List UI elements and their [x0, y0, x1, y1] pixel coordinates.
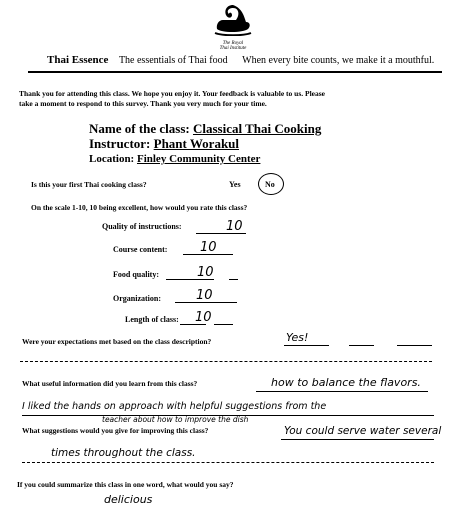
scale-question: On the scale 1-10, 10 being excellent, how would you rate this class?: [31, 203, 248, 212]
location-row: [89, 153, 260, 165]
rating-line: [175, 302, 237, 303]
expectations-answer: Yes!: [286, 331, 309, 344]
first-class-question: Is this your first Thai cooking class?: [31, 180, 147, 189]
instructor-row: [89, 136, 239, 152]
first-class-yes: Yes: [229, 180, 241, 189]
answer-line: [256, 391, 428, 392]
answer-line: [349, 345, 374, 346]
learn-answer-1: how to balance the flavors.: [271, 376, 421, 389]
logo-text-2: Thai Institute: [219, 46, 247, 51]
answer-line: [281, 439, 434, 440]
rating-value: 10: [195, 310, 212, 325]
intro-line-1: Thank you for attending this class. We hope you enjoy it. Your feedback is valuable to us. Please: [19, 89, 326, 98]
summary-answer: delicious: [104, 493, 153, 506]
answer-line: [284, 345, 329, 346]
rating-label: Food quality:: [113, 270, 160, 279]
rating-value: 10: [200, 240, 217, 255]
class-name-value: Classical Thai Cooking: [192, 121, 322, 136]
location-label: Location:: [89, 153, 135, 165]
rating-value: 10: [196, 288, 213, 303]
suggestions-answer-1: You could serve water several: [284, 425, 442, 437]
rating-label: Course content:: [113, 245, 168, 254]
rating-line: [166, 279, 214, 280]
instructor-value: Phant Worakul: [153, 136, 240, 151]
rating-line-extra: [214, 324, 233, 325]
rating-label: Organization:: [113, 294, 161, 303]
summary-question: If you could summarize this class in one word, what would you say?: [17, 480, 234, 489]
rating-value: 10: [197, 265, 214, 280]
answer-line: [20, 361, 432, 362]
answer-line: [22, 462, 434, 463]
rating-label: Length of class:: [125, 315, 179, 324]
learn-answer-2: I liked the hands on approach with helpful suggestions from the: [22, 401, 327, 412]
brand-tagline: The essentials of Thai food: [118, 55, 228, 66]
expectations-question: Were your expectations met based on the class description?: [22, 337, 212, 346]
rating-label: Quality of instructions:: [102, 222, 182, 231]
rating-line-extra: [229, 279, 238, 280]
class-name-label: Name of the class:: [89, 121, 190, 136]
location-value: Finley Community Center: [136, 153, 261, 165]
rating-value: 10: [226, 219, 243, 234]
brand-name: Thai Essence: [47, 54, 109, 66]
suggestions-question: What suggestions would you give for improving this class?: [22, 426, 209, 435]
class-name-row: [89, 121, 321, 137]
no-circle: [258, 173, 284, 195]
learn-answer-3: teacher about how to improve the dish: [102, 415, 249, 424]
instructor-label: Instructor:: [89, 136, 151, 151]
logo-text-1: The Royal: [222, 41, 244, 46]
swan-icon: [213, 2, 253, 36]
rating-line: [183, 254, 233, 255]
answer-line: [397, 345, 432, 346]
suggestions-answer-2: times throughout the class.: [51, 447, 196, 459]
header-row: [47, 54, 434, 66]
rating-line: [180, 324, 206, 325]
swan-logo: [213, 2, 253, 51]
brand-motto: When every bite counts, we make it a mouthful.: [242, 55, 435, 66]
rating-line: [196, 233, 246, 234]
header-rule: [28, 71, 442, 73]
learn-question: What useful information did you learn from this class?: [22, 379, 198, 388]
first-class-no: No: [265, 180, 275, 189]
intro-line-2: take a moment to respond to this survey. Thank you very much for your time.: [19, 99, 267, 108]
